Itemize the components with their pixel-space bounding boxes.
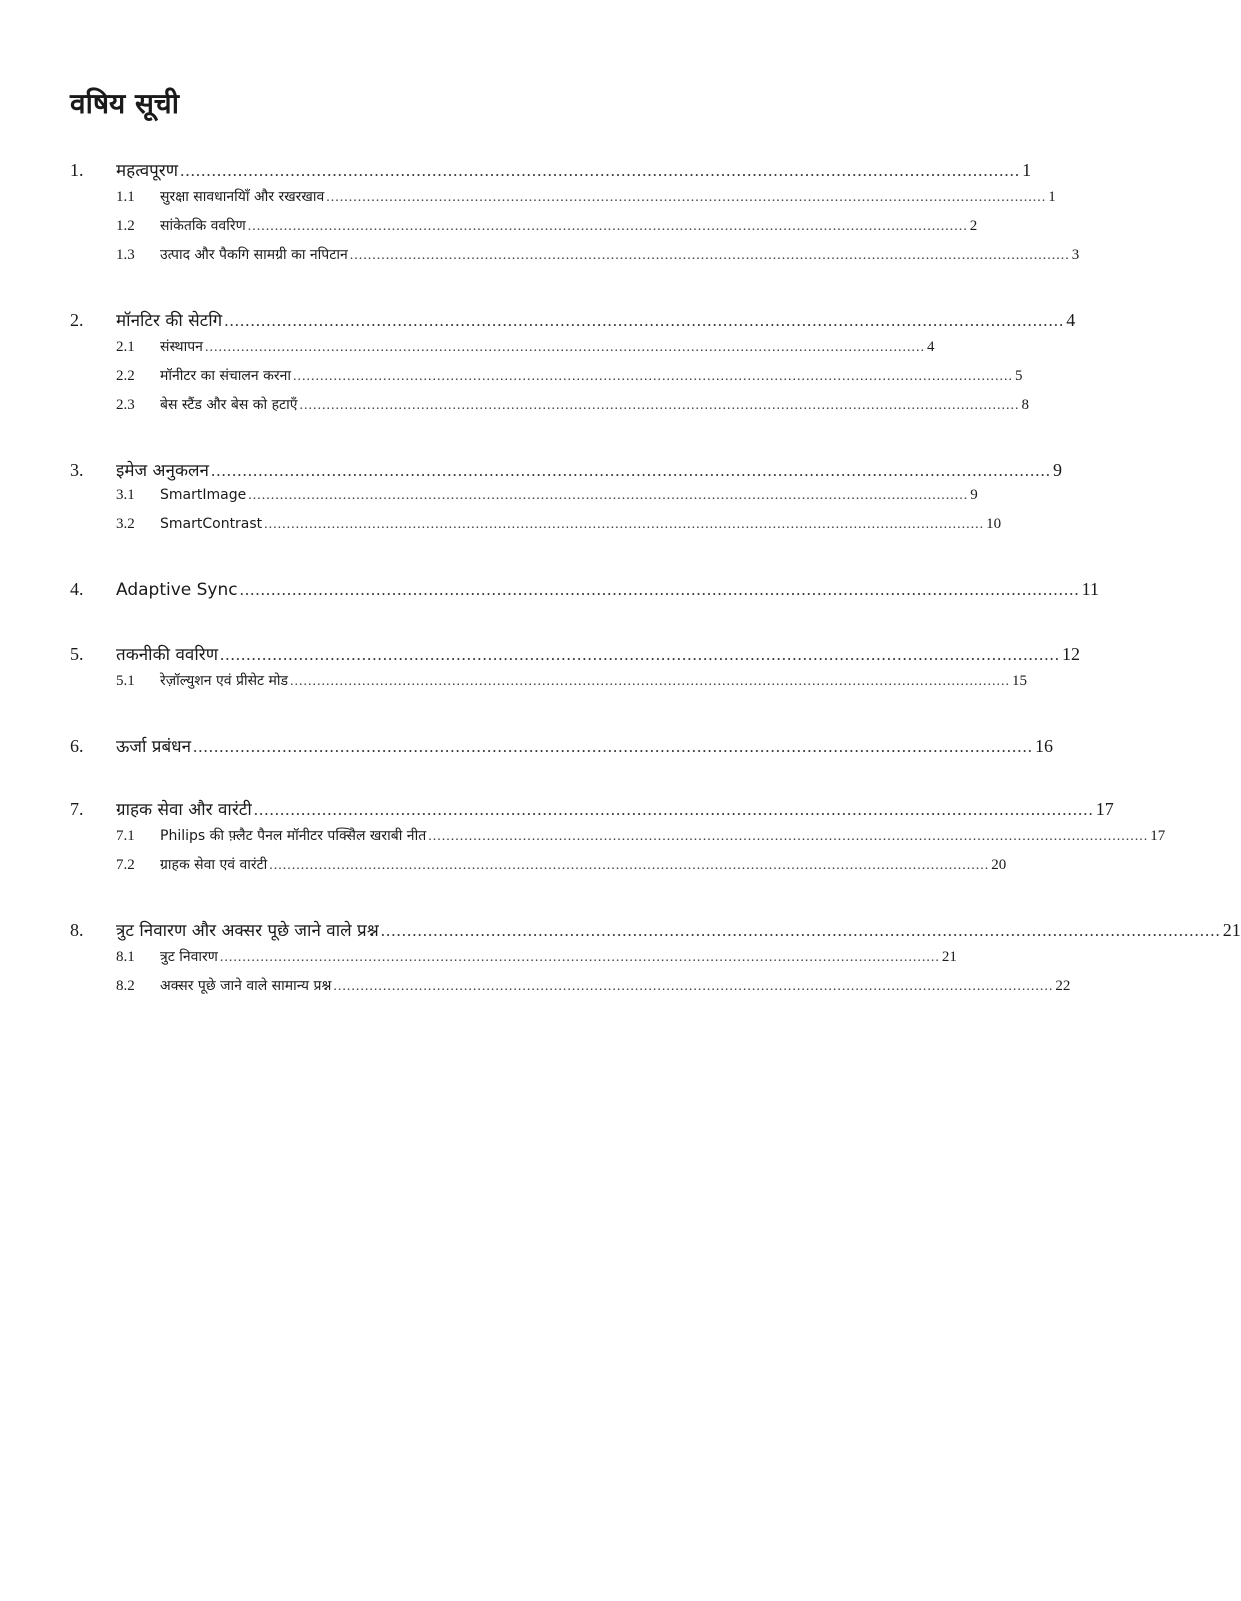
page-number: 1	[1022, 160, 1032, 180]
table-of-contents	[70, 158, 1241, 1039]
dot-leader	[326, 190, 1046, 206]
section-title: महत्वपूरण	[116, 161, 179, 181]
subsection-number: 1.3	[116, 247, 135, 263]
subsection-number: 2.1	[116, 339, 135, 355]
toc-entry[interactable]	[70, 642, 1080, 671]
subsection-title: मॉनीटर का संचालन करना	[160, 368, 292, 384]
subsection-number: 8.2	[116, 978, 135, 994]
section-number: 1.	[70, 160, 84, 180]
subsection-number: 3.2	[116, 516, 135, 532]
dot-leader	[180, 161, 1020, 181]
subsection-title: रेज़ॉल्युशन एवं प्रीसेट मोड	[160, 673, 289, 689]
dot-leader	[193, 737, 1033, 757]
dot-leader	[293, 369, 1013, 385]
dot-leader	[381, 921, 1221, 941]
section-title: त्रुट निवारण और अक्सर पूछे जाने वाले प्रश्न	[116, 921, 379, 941]
section-number: 5.	[70, 644, 84, 664]
subsection-number: 7.2	[116, 857, 135, 873]
subsection-title: संस्थापन	[160, 339, 203, 355]
section-number: 4.	[70, 579, 84, 599]
subsection-number: 3.1	[116, 487, 135, 503]
section-number: 6.	[70, 736, 84, 756]
page-number: 11	[1081, 579, 1099, 599]
section-number: 2.	[70, 310, 84, 330]
subsection-title: अक्सर पूछे जाने वाले सामान्य प्रश्न	[160, 978, 332, 994]
toc-section	[70, 458, 1062, 545]
toc-entry[interactable]	[70, 458, 1062, 487]
subsection-number: 7.1	[116, 828, 135, 844]
toc-subentry[interactable]	[70, 216, 978, 245]
subsection-number: 5.1	[116, 673, 135, 689]
page-number: 5	[1015, 368, 1023, 384]
toc-section	[70, 579, 1099, 608]
dot-leader	[269, 858, 989, 874]
page-number: 15	[1012, 673, 1028, 689]
dot-leader	[205, 340, 925, 356]
subsection-number: 8.1	[116, 949, 135, 965]
subsection-title: त्रुट निवारण	[160, 949, 218, 965]
subsection-title: बेस स्टैंड और बेस को हटाएँ	[160, 397, 298, 413]
dot-leader	[299, 398, 1019, 414]
dot-leader	[211, 461, 1051, 481]
toc-subentry[interactable]	[70, 245, 1080, 274]
subsection-number: 1.2	[116, 218, 135, 234]
page-number: 20	[991, 857, 1007, 873]
subsection-number: 1.1	[116, 189, 135, 205]
toc-subentry[interactable]	[70, 187, 1056, 216]
toc-entry[interactable]	[70, 918, 1241, 947]
toc-section	[70, 734, 1054, 763]
dot-leader	[333, 979, 1053, 995]
toc-subentry[interactable]	[70, 671, 1028, 700]
toc-entry[interactable]	[70, 734, 1054, 763]
subsection-title: Philips की फ़्लैट पैनल मॉनीटर पक्सिेल खराबी नीत	[160, 828, 427, 844]
toc-entry[interactable]	[70, 158, 1032, 187]
section-title: मॉनटिर की सेटगि	[116, 311, 223, 331]
dot-leader	[248, 219, 968, 235]
dot-leader	[350, 248, 1070, 264]
toc-section	[70, 642, 1080, 700]
subsection-title: उत्पाद और पैकगि सामग्री का नपिटान	[160, 247, 348, 263]
subsection-number: 2.3	[116, 397, 135, 413]
dot-leader	[224, 311, 1064, 331]
section-title: ग्राहक सेवा और वारंटी	[116, 800, 252, 820]
subsection-title: सांकेतकि ववरिण	[160, 218, 246, 234]
subsection-title: सुरक्षा सावधानयिाँ और रखरखाव	[160, 189, 325, 205]
page-number: 4	[926, 339, 935, 355]
page-number: 21	[941, 949, 957, 965]
page-number: 12	[1062, 644, 1080, 664]
page-number: 2	[969, 218, 978, 234]
page-number: 21	[1222, 920, 1241, 940]
subsection-title: ग्राहक सेवा एवं वारंटी	[160, 857, 268, 873]
page-number: 16	[1035, 736, 1054, 756]
dot-leader	[290, 674, 1010, 690]
page-number: 10	[986, 516, 1002, 532]
toc-subentry[interactable]	[70, 487, 978, 516]
page-number: 17	[1095, 799, 1114, 819]
subsection-title: SmartImage	[160, 487, 247, 503]
toc-entry[interactable]	[70, 579, 1099, 608]
toc-section	[70, 158, 1080, 274]
page-number: 3	[1071, 247, 1080, 263]
page-number: 4	[1066, 310, 1076, 330]
dot-leader	[428, 829, 1148, 845]
toc-entry[interactable]	[70, 308, 1076, 337]
subsection-title: SmartContrast	[160, 516, 263, 532]
toc-subentry[interactable]	[70, 366, 1023, 395]
toc-subentry[interactable]	[70, 395, 1029, 424]
page-number: 9	[970, 487, 978, 503]
toc-section	[70, 797, 1166, 884]
dot-leader	[220, 950, 940, 966]
section-title: Adaptive Sync	[116, 580, 238, 600]
toc-subentry[interactable]	[70, 337, 935, 366]
section-number: 8.	[70, 920, 84, 940]
toc-section	[70, 918, 1241, 1005]
section-title: तकनीकी ववरिण	[116, 645, 218, 665]
toc-subentry[interactable]	[70, 826, 1166, 855]
section-title: ऊर्जा प्रबंधन	[116, 737, 192, 757]
page-number: 9	[1052, 460, 1062, 480]
dot-leader	[220, 645, 1060, 665]
dot-leader	[248, 488, 968, 504]
toc-section	[70, 308, 1076, 424]
subsection-number: 2.2	[116, 368, 135, 384]
toc-entry[interactable]	[70, 797, 1114, 826]
dot-leader	[254, 800, 1094, 820]
page-number: 22	[1055, 978, 1071, 994]
toc-subentry[interactable]	[70, 947, 957, 976]
page-title: वषिय सूची	[70, 87, 179, 120]
page-number: 8	[1021, 397, 1029, 413]
section-number: 3.	[70, 460, 84, 480]
toc-subentry[interactable]	[70, 976, 1071, 1005]
toc-subentry[interactable]	[70, 855, 1007, 884]
page-number: 1	[1048, 189, 1056, 205]
section-number: 7.	[70, 799, 84, 819]
dot-leader	[264, 517, 984, 533]
dot-leader	[240, 580, 1080, 600]
toc-subentry[interactable]	[70, 516, 1002, 545]
section-title: इमेज अनुकलन	[116, 461, 209, 481]
page-number: 17	[1150, 828, 1166, 844]
